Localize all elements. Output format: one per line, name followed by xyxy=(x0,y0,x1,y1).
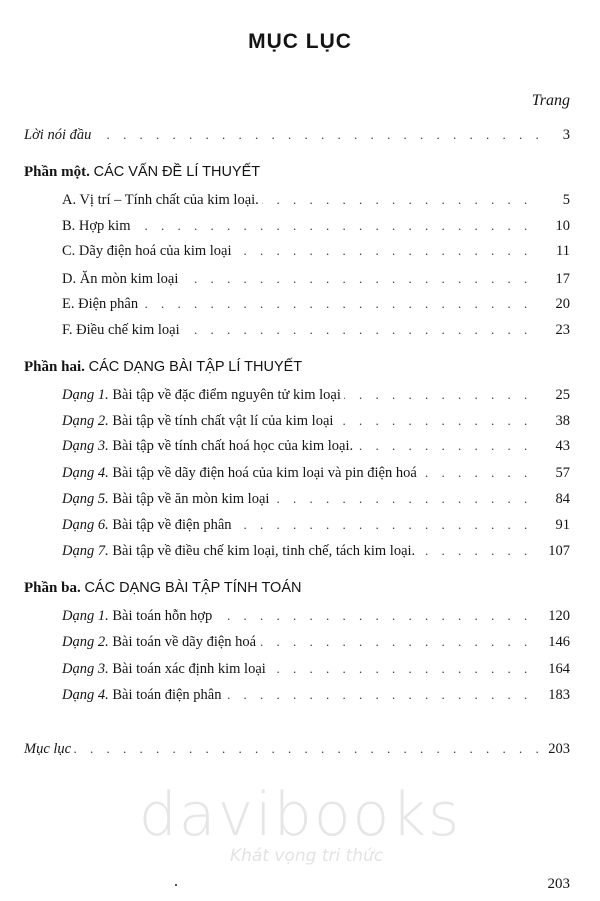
toc-entry[interactable] xyxy=(0,268,600,290)
toc-entry[interactable] xyxy=(0,658,600,680)
toc-entry-page: 17 xyxy=(552,268,571,290)
speck-mark xyxy=(175,884,177,886)
toc-entry-label: Bài tập về điện phân xyxy=(112,517,232,533)
toc-entry-page: 84 xyxy=(552,488,571,510)
toc-entry[interactable] xyxy=(0,631,600,653)
dot-leader xyxy=(24,738,540,760)
toc-entry-page: 25 xyxy=(552,384,571,406)
toc-entry-page: 164 xyxy=(544,658,570,680)
toc-entry-contents[interactable] xyxy=(0,738,600,760)
toc-entry-page: 10 xyxy=(552,215,571,237)
toc-entry-page: 20 xyxy=(552,293,571,315)
toc-entry-label: Bài toán hỗn hợp xyxy=(112,608,213,624)
exercise-type: Dạng 6. xyxy=(62,517,109,533)
toc-entry[interactable] xyxy=(0,189,600,211)
exercise-type: Dạng 1. xyxy=(62,608,109,624)
exercise-type: Dạng 3. xyxy=(62,661,109,677)
toc-entry[interactable] xyxy=(0,384,600,406)
watermark-tagline: Khát vọng tri thức xyxy=(230,846,384,866)
exercise-type: Dạng 3. xyxy=(62,438,109,454)
toc-entry[interactable] xyxy=(0,684,600,706)
page-title: MỤC LỤC xyxy=(248,30,352,53)
toc-entry-page: 11 xyxy=(552,240,570,262)
toc-entry-label: Bài tập về tính chất vật lí của kim loại xyxy=(112,413,334,429)
toc-entry-label: A. Vị trí – Tính chất của kim loại. xyxy=(62,189,262,211)
toc-entry[interactable] xyxy=(0,293,600,315)
toc-entry-page: 43 xyxy=(552,435,571,457)
toc-entry-label: Bài toán về dãy điện hoá xyxy=(112,634,257,650)
toc-entry-page: 57 xyxy=(552,462,571,484)
exercise-type: Dạng 4. xyxy=(62,465,109,481)
toc-entry-label: Bài tập về ăn mòn kim loại xyxy=(112,491,270,507)
page-number: 203 xyxy=(547,876,570,892)
toc-entry-label: Bài tập về điều chế kim loại, tinh chế, tách kim loại. xyxy=(112,543,416,559)
exercise-type: Dạng 7. xyxy=(62,543,109,559)
part-prefix: Phần hai. xyxy=(24,359,85,375)
toc-entry-label: Bài toán điện phân xyxy=(112,687,222,703)
watermark-brand: davibooks xyxy=(138,780,462,850)
toc-entry[interactable] xyxy=(0,540,600,562)
toc-entry-label: Bài tập về đặc điểm nguyên tử kim loại xyxy=(112,387,341,403)
toc-entry[interactable] xyxy=(0,435,600,457)
exercise-type: Dạng 1. xyxy=(62,387,109,403)
toc-entry-label: B. Hợp kim xyxy=(62,215,134,237)
part-title: CÁC DẠNG BÀI TẬP LÍ THUYẾT xyxy=(88,359,303,375)
part-heading-3 xyxy=(24,577,301,599)
toc-entry[interactable] xyxy=(0,514,600,536)
toc-entry-label: Bài tập về tính chất hoá học của kim loại. xyxy=(112,438,354,454)
toc-entry-page: 203 xyxy=(544,738,570,760)
toc-entry-page: 120 xyxy=(544,605,570,627)
toc-entry-page: 38 xyxy=(552,410,571,432)
dot-leader xyxy=(62,215,540,237)
toc-entry[interactable] xyxy=(0,319,600,341)
toc-entry-page: 183 xyxy=(544,684,570,706)
toc-entry[interactable] xyxy=(0,215,600,237)
toc-entry-label: D. Ăn mòn kim loại xyxy=(62,268,181,290)
toc-entry-page: 23 xyxy=(552,319,571,341)
toc-entry-label: Bài toán xác định kim loại xyxy=(112,661,266,677)
part-title: CÁC VẤN ĐỀ LÍ THUYẾT xyxy=(93,164,261,180)
toc-entry-label: Mục lục xyxy=(24,738,74,760)
toc-entry[interactable] xyxy=(0,488,600,510)
toc-entry[interactable] xyxy=(0,605,600,627)
part-title: CÁC DẠNG BÀI TẬP TÍNH TOÁN xyxy=(84,580,302,596)
toc-entry-label: F. Điều chế kim loại xyxy=(62,319,183,341)
toc-entry-label: E. Điện phân xyxy=(62,293,141,315)
toc-entry-page: 3 xyxy=(559,124,570,146)
toc-entry-intro[interactable] xyxy=(0,124,600,146)
toc-entry-label: Lời nói đầu xyxy=(24,124,94,146)
toc-entry-page: 91 xyxy=(552,514,571,536)
page-column-header: Trang xyxy=(531,92,570,109)
part-prefix: Phần ba. xyxy=(24,580,81,596)
exercise-type: Dạng 4. xyxy=(62,687,109,703)
toc-entry-label: Bài tập về dãy điện hoá của kim loại và pin điện hoá xyxy=(112,465,417,481)
toc-entry-page: 5 xyxy=(559,189,570,211)
part-heading-2 xyxy=(24,356,302,378)
exercise-type: Dạng 2. xyxy=(62,634,109,650)
exercise-type: Dạng 5. xyxy=(62,491,109,507)
toc-entry[interactable] xyxy=(0,462,600,484)
part-heading-1 xyxy=(24,161,260,183)
toc-entry[interactable] xyxy=(0,410,600,432)
toc-entry[interactable] xyxy=(0,240,600,262)
dot-leader xyxy=(24,124,540,146)
part-prefix: Phần một. xyxy=(24,164,90,180)
toc-entry-label: C. Dãy điện hoá của kim loại xyxy=(62,240,235,262)
exercise-type: Dạng 2. xyxy=(62,413,109,429)
toc-entry-page: 107 xyxy=(544,540,570,562)
toc-entry-page: 146 xyxy=(544,631,570,653)
